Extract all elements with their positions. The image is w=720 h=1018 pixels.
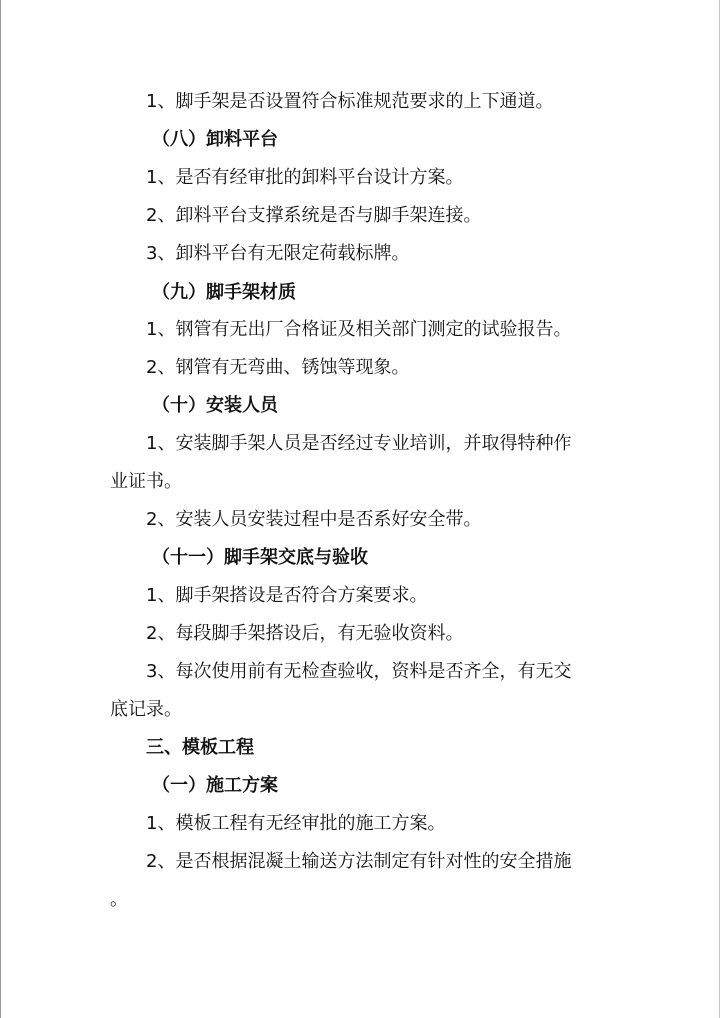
paragraph-line: 1、安装脚手架人员是否经过专业培训，并取得特种作 [146, 433, 572, 454]
paragraph-line: 1、模板工程有无经审批的施工方案。 [146, 813, 446, 834]
paragraph-line: 1、脚手架搭设是否符合方案要求。 [146, 585, 428, 606]
paragraph-line: 2、钢管有无弯曲、锈蚀等现象。 [146, 357, 410, 378]
page-border-left [0, 0, 1, 1018]
paragraph-line: 2、安装人员安装过程中是否系好安全带。 [146, 509, 482, 530]
paragraph-continuation: 。 [110, 889, 128, 910]
paragraph-line: 1、是否有经审批的卸料平台设计方案。 [146, 167, 464, 188]
paragraph-line: 1、钢管有无出厂合格证及相关部门测定的试验报告。 [146, 319, 572, 340]
sub-heading: （九）脚手架材质 [152, 282, 296, 303]
paragraph-continuation: 业证书。 [110, 471, 182, 492]
sub-heading: （八）卸料平台 [152, 129, 278, 150]
sub-heading: （十）安装人员 [152, 395, 278, 416]
sub-heading: （一）施工方案 [152, 775, 278, 796]
paragraph-line: 2、是否根据混凝土输送方法制定有针对性的安全措施 [146, 851, 572, 872]
paragraph-line: 1、脚手架是否设置符合标准规范要求的上下通道。 [146, 91, 554, 112]
paragraph-line: 2、每段脚手架搭设后，有无验收资料。 [146, 623, 464, 644]
section-heading: 三、模板工程 [146, 737, 254, 758]
paragraph-line: 3、卸料平台有无限定荷载标牌。 [146, 243, 410, 264]
paragraph-line: 3、每次使用前有无检查验收，资料是否齐全，有无交 [146, 661, 572, 682]
paragraph-continuation: 底记录。 [110, 699, 182, 720]
sub-heading: （十一）脚手架交底与验收 [152, 547, 368, 568]
paragraph-line: 2、卸料平台支撑系统是否与脚手架连接。 [146, 205, 482, 226]
